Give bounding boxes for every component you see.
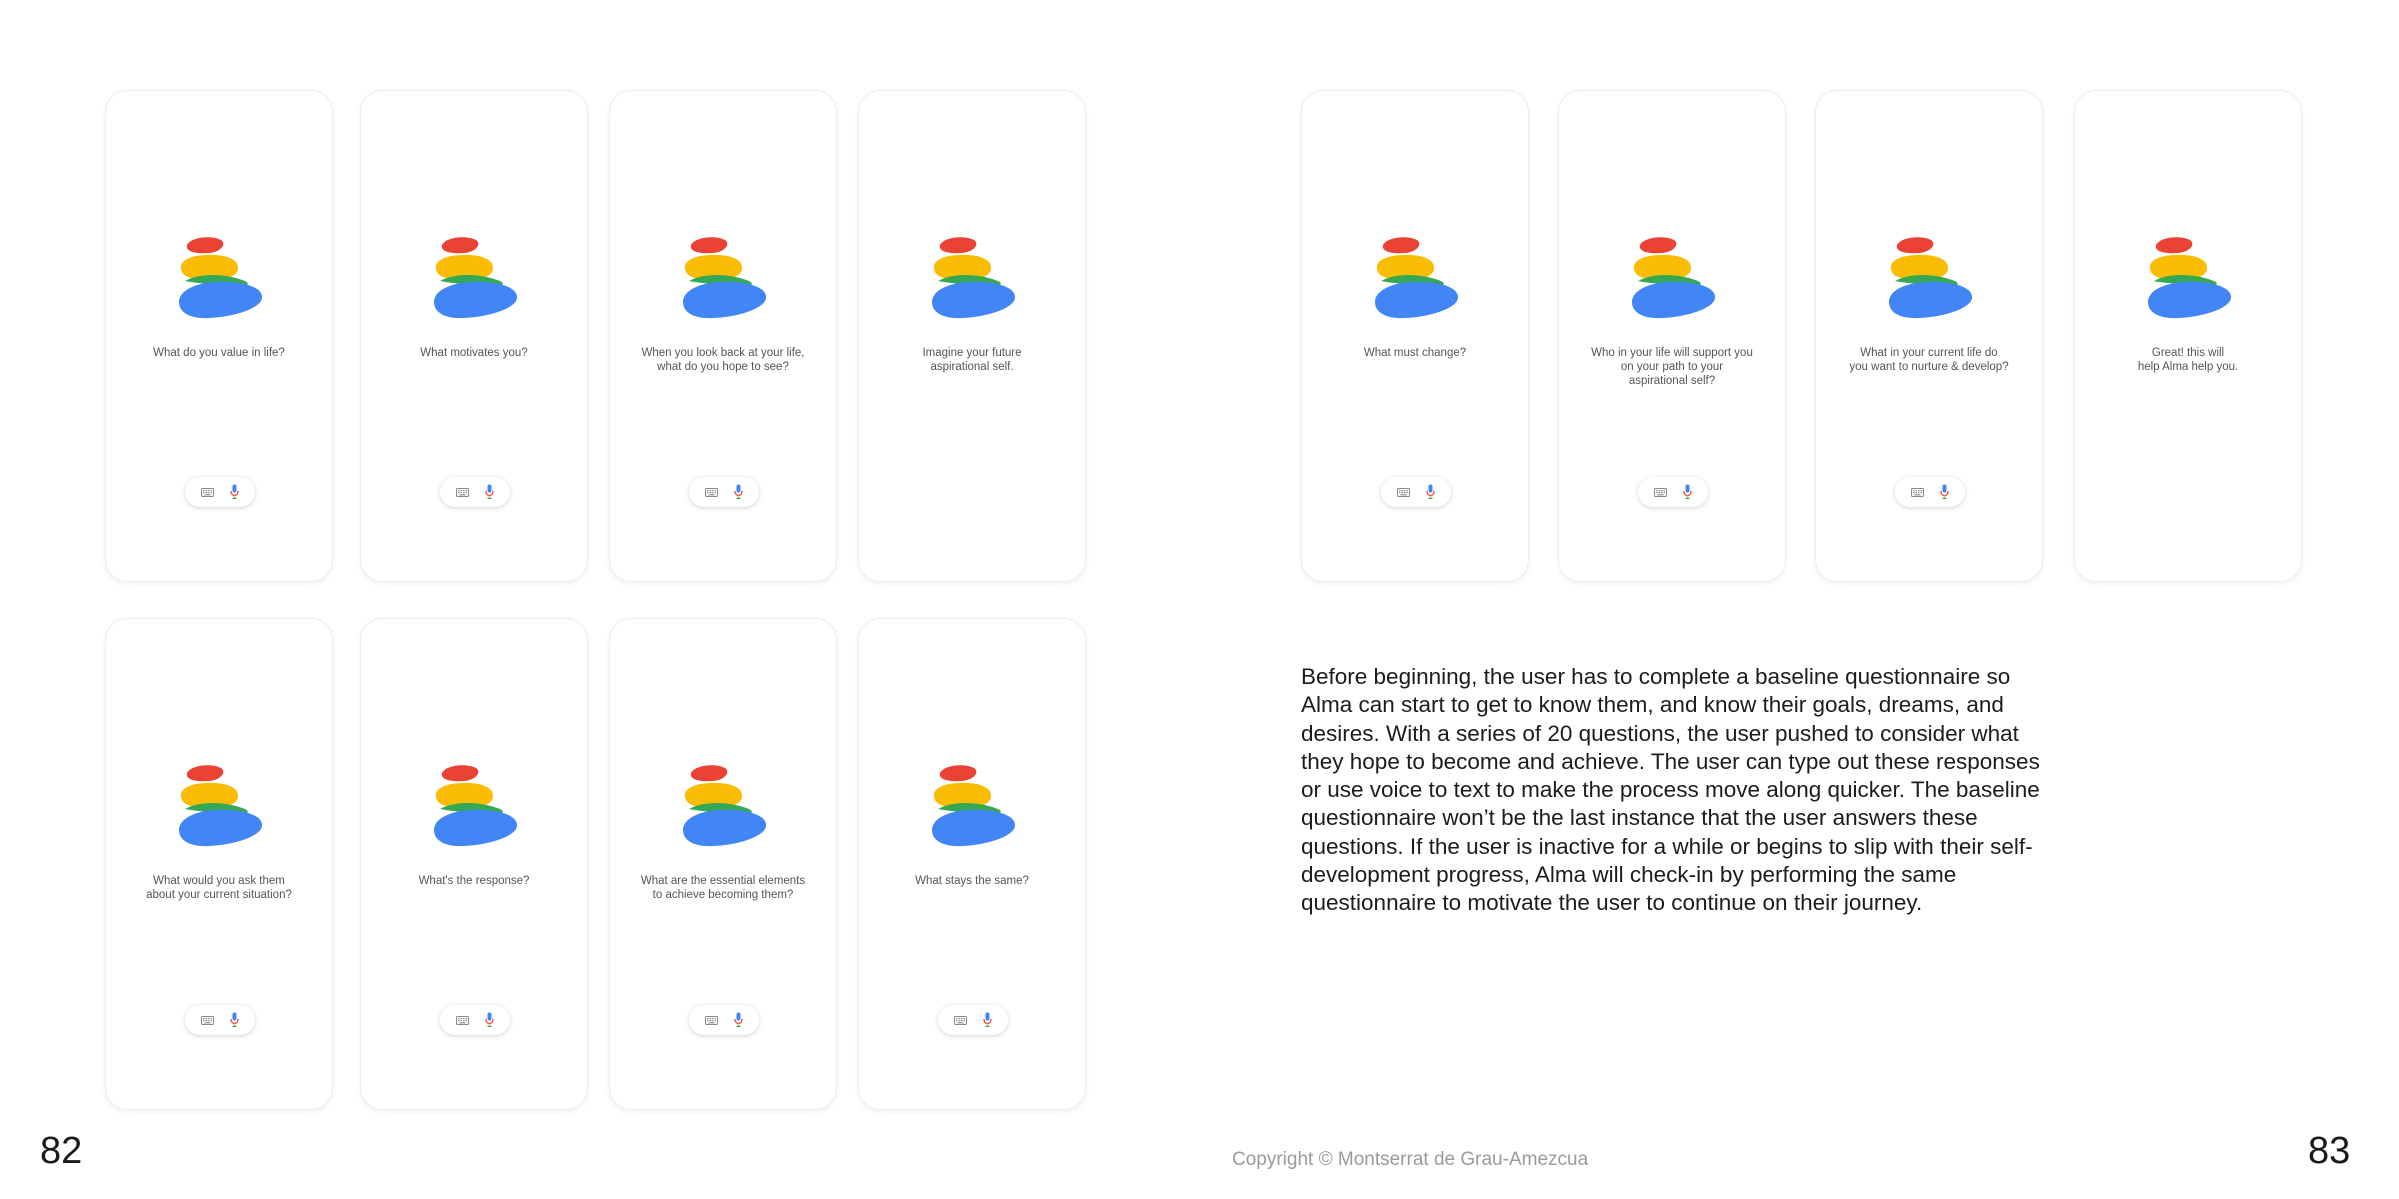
phone-screen	[858, 90, 1086, 582]
alma-logo-icon	[2146, 235, 2232, 319]
question-text: Great! this will help Alma help you.	[2137, 347, 2239, 373]
input-options	[938, 1005, 1008, 1035]
copyright-text: Copyright © Montserrat de Grau-Amezcua	[1232, 1149, 1589, 1170]
alma-logo-icon	[177, 763, 263, 847]
microphone-icon[interactable]	[734, 484, 743, 500]
input-options	[440, 1005, 510, 1035]
keyboard-icon[interactable]	[1654, 488, 1667, 497]
alma-logo-icon	[432, 235, 518, 319]
input-options	[1381, 477, 1451, 507]
microphone-icon[interactable]	[1426, 484, 1435, 500]
alma-logo-icon	[930, 235, 1016, 319]
question-text: Who in your life will support you on your path to your aspirational self?	[1591, 347, 1753, 387]
question-text: What do you value in life?	[153, 347, 285, 359]
page-number-left: 82	[40, 1130, 83, 1172]
phone-screen	[2074, 90, 2302, 582]
keyboard-icon[interactable]	[705, 1016, 718, 1025]
phone-screen	[1558, 90, 1786, 582]
question-text: What in your current life do you want to nurture & develop?	[1849, 347, 2009, 373]
alma-logo-icon	[681, 235, 767, 319]
alma-logo-icon	[432, 763, 518, 847]
microphone-icon[interactable]	[485, 1012, 494, 1028]
keyboard-icon[interactable]	[954, 1016, 967, 1025]
phone-screen	[360, 90, 588, 582]
input-options	[689, 477, 759, 507]
microphone-icon[interactable]	[485, 484, 494, 500]
question-text: What's the response?	[418, 875, 530, 887]
phone-screen	[858, 618, 1086, 1110]
microphone-icon[interactable]	[230, 1012, 239, 1028]
keyboard-icon[interactable]	[201, 1016, 214, 1025]
page-number-right: 83	[2308, 1130, 2351, 1172]
body-paragraph: Before beginning, the user has to complete a baseline questionnaire so Alma can start to get to know them, and know their goals, dreams, and desires. With a series of 20 questions, the user pushed to consider what they hope to become and achieve. The user can type out these responses or use voice to text to make the process move along quicker. The baseline questionnaire won’t be the last instance that the user answers these questions. If the user is inactive for a while or begins to slip with their self-development progress, Alma will check-in by performing the same questionnaire to motivate the user to continue on their journey.	[1301, 664, 2040, 916]
phone-screen	[105, 618, 333, 1110]
question-text: Imagine your future aspirational self.	[922, 347, 1022, 373]
phone-screen	[105, 90, 333, 582]
question-text: What must change?	[1363, 347, 1467, 359]
phone-screen	[609, 90, 837, 582]
alma-logo-icon	[681, 763, 767, 847]
input-options	[440, 477, 510, 507]
microphone-icon[interactable]	[230, 484, 239, 500]
phone-screen	[1815, 90, 2043, 582]
keyboard-icon[interactable]	[456, 1016, 469, 1025]
question-text: What stays the same?	[915, 875, 1029, 887]
microphone-icon[interactable]	[1683, 484, 1692, 500]
microphone-icon[interactable]	[1940, 484, 1949, 500]
phone-screen	[1301, 90, 1529, 582]
keyboard-icon[interactable]	[705, 488, 718, 497]
keyboard-icon[interactable]	[201, 488, 214, 497]
alma-logo-icon	[930, 763, 1016, 847]
input-options	[1895, 477, 1965, 507]
question-text: When you look back at your life, what do you hope to see?	[641, 347, 805, 373]
question-text: What motivates you?	[420, 347, 528, 359]
microphone-icon[interactable]	[734, 1012, 743, 1028]
alma-logo-icon	[1373, 235, 1459, 319]
keyboard-icon[interactable]	[1911, 488, 1924, 497]
alma-logo-icon	[177, 235, 263, 319]
input-options	[185, 477, 255, 507]
input-options	[185, 1005, 255, 1035]
alma-logo-icon	[1630, 235, 1716, 319]
alma-logo-icon	[1887, 235, 1973, 319]
keyboard-icon[interactable]	[1397, 488, 1410, 497]
keyboard-icon[interactable]	[456, 488, 469, 497]
phone-screen	[609, 618, 837, 1110]
input-options	[1638, 477, 1708, 507]
input-options	[689, 1005, 759, 1035]
question-text: What would you ask them about your current situation?	[146, 875, 292, 901]
phone-screen	[360, 618, 588, 1110]
question-text: What are the essential elements to achieve becoming them?	[640, 875, 806, 901]
microphone-icon[interactable]	[983, 1012, 992, 1028]
